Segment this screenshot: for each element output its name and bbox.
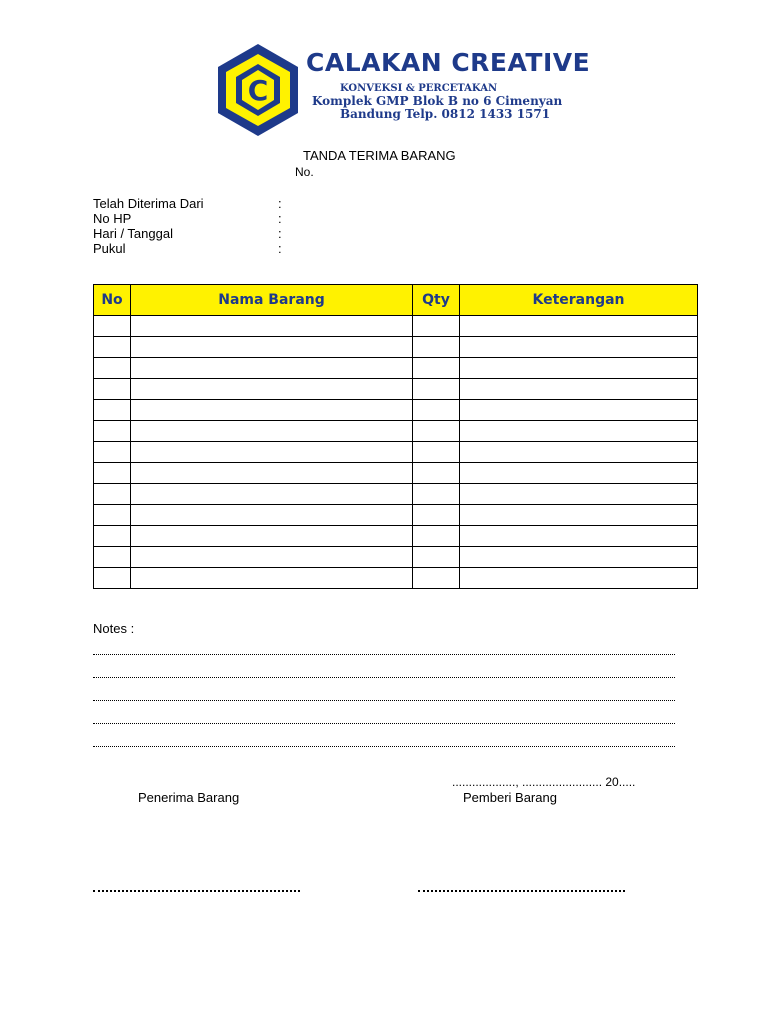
cell-no xyxy=(94,400,131,421)
info-label-phone: No HP xyxy=(93,211,132,226)
cell-item-name xyxy=(131,547,413,568)
logo-icon xyxy=(216,42,300,138)
notes-line xyxy=(93,746,675,747)
table-row xyxy=(94,526,698,547)
cell-no xyxy=(94,316,131,337)
column-header-qty: Qty xyxy=(413,285,460,316)
info-colon: : xyxy=(278,226,282,241)
cell-item-name xyxy=(131,316,413,337)
table-row xyxy=(94,505,698,526)
cell-no xyxy=(94,421,131,442)
table-row xyxy=(94,379,698,400)
info-colon: : xyxy=(278,196,282,211)
cell-item-name xyxy=(131,505,413,526)
cell-item-name xyxy=(131,421,413,442)
cell-description xyxy=(460,421,698,442)
cell-description xyxy=(460,337,698,358)
info-label-received-from: Telah Diterima Dari xyxy=(93,196,204,211)
cell-qty xyxy=(413,316,460,337)
cell-qty xyxy=(413,421,460,442)
cell-no xyxy=(94,358,131,379)
cell-description xyxy=(460,463,698,484)
cell-qty xyxy=(413,547,460,568)
table-row xyxy=(94,337,698,358)
cell-no xyxy=(94,442,131,463)
cell-qty xyxy=(413,442,460,463)
table-row xyxy=(94,358,698,379)
cell-qty xyxy=(413,505,460,526)
column-header-item-name: Nama Barang xyxy=(131,285,413,316)
brand-name: CALAKAN CREATIVE xyxy=(306,48,591,77)
info-colon: : xyxy=(278,211,282,226)
cell-description xyxy=(460,568,698,589)
notes-line xyxy=(93,654,675,655)
cell-no xyxy=(94,547,131,568)
date-line: ..................., ........................ 20..... xyxy=(452,775,636,789)
info-colon: : xyxy=(278,241,282,256)
cell-item-name xyxy=(131,463,413,484)
logo-letter: C xyxy=(247,74,269,107)
cell-description xyxy=(460,442,698,463)
info-label-day-date: Hari / Tanggal xyxy=(93,226,173,241)
table-row xyxy=(94,316,698,337)
info-label-time: Pukul xyxy=(93,241,126,256)
document-title: TANDA TERIMA BARANG xyxy=(303,148,456,163)
cell-description xyxy=(460,547,698,568)
table-row xyxy=(94,442,698,463)
cell-item-name xyxy=(131,379,413,400)
table-row xyxy=(94,463,698,484)
cell-qty xyxy=(413,463,460,484)
cell-item-name xyxy=(131,358,413,379)
column-header-description: Keterangan xyxy=(460,285,698,316)
notes-label: Notes : xyxy=(93,621,135,636)
table-row xyxy=(94,484,698,505)
notes-line xyxy=(93,677,675,678)
cell-description xyxy=(460,379,698,400)
table-row xyxy=(94,547,698,568)
cell-description xyxy=(460,505,698,526)
brand-city-phone: Bandung Telp. 0812 1433 1571 xyxy=(340,107,551,121)
table-header-row xyxy=(94,285,698,316)
table-row xyxy=(94,568,698,589)
column-header-no: No xyxy=(94,285,131,316)
giver-signature-line xyxy=(418,890,625,892)
cell-description xyxy=(460,316,698,337)
receiver-signature-line xyxy=(93,890,300,892)
cell-qty xyxy=(413,484,460,505)
table-row xyxy=(94,421,698,442)
cell-no xyxy=(94,526,131,547)
cell-qty xyxy=(413,526,460,547)
cell-description xyxy=(460,484,698,505)
brand-address: Komplek GMP Blok B no 6 Cimenyan xyxy=(312,94,563,108)
cell-no xyxy=(94,463,131,484)
cell-no xyxy=(94,568,131,589)
cell-item-name xyxy=(131,526,413,547)
notes-line xyxy=(93,700,675,701)
cell-item-name xyxy=(131,484,413,505)
cell-item-name xyxy=(131,442,413,463)
cell-description xyxy=(460,358,698,379)
cell-no xyxy=(94,484,131,505)
cell-qty xyxy=(413,379,460,400)
notes-line xyxy=(93,723,675,724)
cell-no xyxy=(94,505,131,526)
giver-label: Pemberi Barang xyxy=(463,790,557,805)
cell-qty xyxy=(413,337,460,358)
table-body xyxy=(94,316,698,589)
brand-tagline: KONVEKSI & PERCETAKAN xyxy=(340,83,498,94)
cell-qty xyxy=(413,358,460,379)
receiver-label: Penerima Barang xyxy=(138,790,240,805)
cell-item-name xyxy=(131,400,413,421)
items-table xyxy=(93,284,698,589)
cell-item-name xyxy=(131,568,413,589)
document-number-label: No. xyxy=(295,165,314,179)
cell-description xyxy=(460,526,698,547)
cell-qty xyxy=(413,568,460,589)
cell-no xyxy=(94,379,131,400)
cell-no xyxy=(94,337,131,358)
cell-qty xyxy=(413,400,460,421)
cell-item-name xyxy=(131,337,413,358)
table-row xyxy=(94,400,698,421)
cell-description xyxy=(460,400,698,421)
